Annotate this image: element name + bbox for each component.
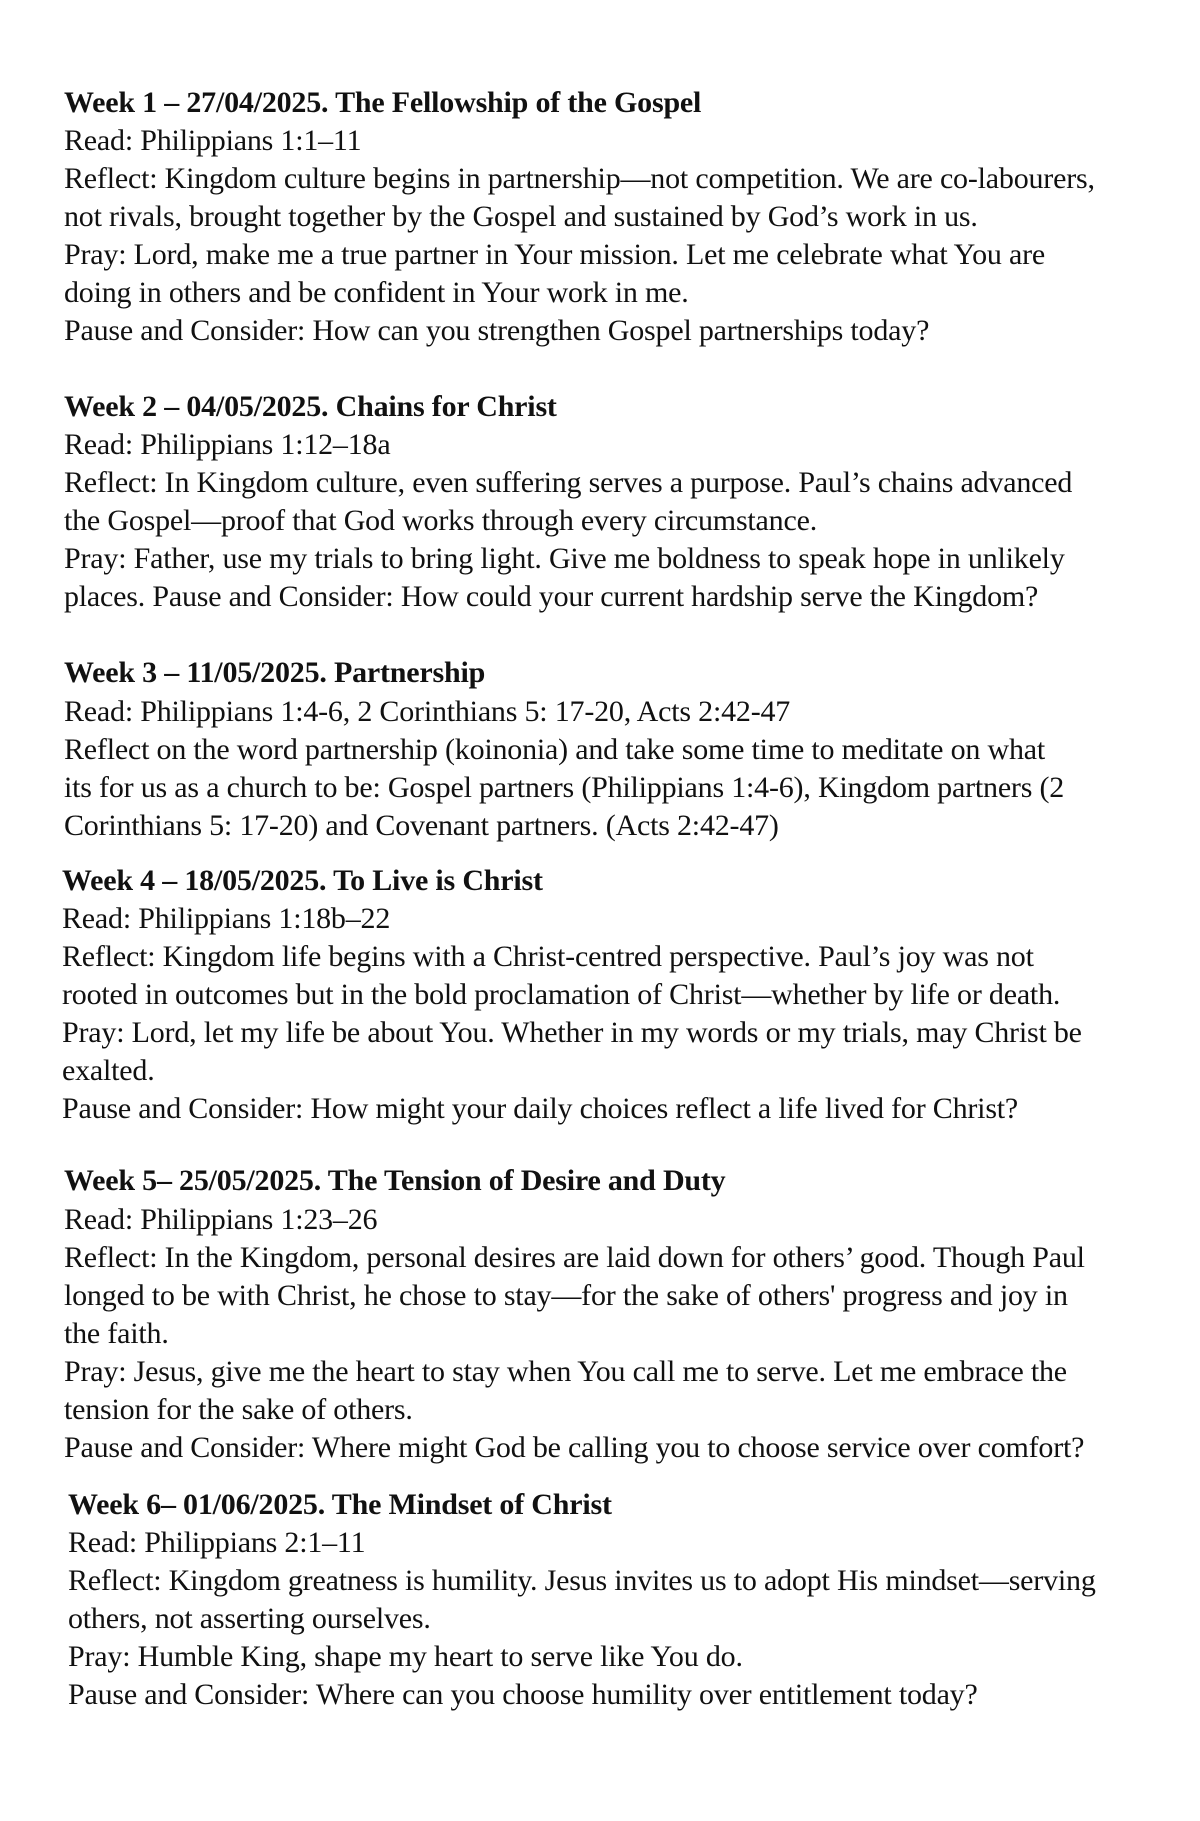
reflect-line: Reflect: Kingdom greatness is humility. Jesus invites us to adopt His mindset—serving <box>68 1564 1096 1597</box>
week-heading: Week 3 – 11/05/2025. Partnership <box>64 656 486 689</box>
read-line: Read: Philippians 1:4-6, 2 Corinthians 5: 17-20, Acts 2:42-47 <box>64 695 791 728</box>
week-3-section <box>64 654 1200 845</box>
week-5-section <box>64 1162 1200 1467</box>
consider-line: Pause and Consider: Where might God be calling you to choose service over comfort? <box>64 1431 1085 1464</box>
read-line: Read: Philippians 1:1–11 <box>64 124 362 157</box>
week-heading: Week 5– 25/05/2025. The Tension of Desire and Duty <box>64 1164 726 1197</box>
week-body <box>64 693 1200 845</box>
read-line: Read: Philippians 2:1–11 <box>68 1526 366 1559</box>
pray-line: places. Pause and Consider: How could your current hardship serve the Kingdom? <box>64 580 1039 613</box>
reflect-line: longed to be with Christ, he chose to stay—for the sake of others' progress and joy in <box>64 1279 1068 1312</box>
reflect-line: Reflect: In Kingdom culture, even suffering serves a purpose. Paul’s chains advanced <box>64 466 1073 499</box>
week-4-section <box>62 862 1200 1128</box>
reflect-line: Reflect: Kingdom culture begins in partnership—not competition. We are co-labourers, <box>64 162 1095 195</box>
week-heading: Week 4 – 18/05/2025. To Live is Christ <box>62 864 543 897</box>
week-body <box>68 1524 1200 1714</box>
read-line: Read: Philippians 1:23–26 <box>64 1203 378 1236</box>
pray-line: Pray: Jesus, give me the heart to stay when You call me to serve. Let me embrace the <box>64 1355 1067 1388</box>
consider-line: Pause and Consider: Where can you choose humility over entitlement today? <box>68 1678 978 1711</box>
pray-line: exalted. <box>62 1054 155 1087</box>
reflect-line: not rivals, brought together by the Gospel and sustained by God’s work in us. <box>64 200 978 233</box>
read-line: Read: Philippians 1:12–18a <box>64 428 391 461</box>
reflect-line: its for us as a church to be: Gospel partners (Philippians 1:4-6), Kingdom partners (2 <box>64 771 1065 804</box>
pray-line: Pray: Father, use my trials to bring light. Give me boldness to speak hope in unlikely <box>64 542 1065 575</box>
read-line: Read: Philippians 1:18b–22 <box>62 902 391 935</box>
consider-line: Pause and Consider: How might your daily choices reflect a life lived for Christ? <box>62 1092 1019 1125</box>
pray-line: Pray: Humble King, shape my heart to serve like You do. <box>68 1640 743 1673</box>
week-body <box>64 426 1200 616</box>
pray-line: Pray: Lord, make me a true partner in Your mission. Let me celebrate what You are <box>64 238 1046 271</box>
week-heading: Week 2 – 04/05/2025. Chains for Christ <box>64 390 557 423</box>
consider-line: Pause and Consider: How can you strengthen Gospel partnerships today? <box>64 314 930 347</box>
week-body <box>62 900 1200 1128</box>
week-body <box>64 122 1200 350</box>
reflect-line: Reflect on the word partnership (koinonia) and take some time to meditate on what <box>64 733 1046 766</box>
reflect-line: the Gospel—proof that God works through every circumstance. <box>64 504 817 537</box>
week-heading: Week 6– 01/06/2025. The Mindset of Christ <box>68 1488 612 1521</box>
week-1-section <box>64 84 1200 350</box>
pray-line: doing in others and be confident in Your work in me. <box>64 276 689 309</box>
reflect-line: Reflect: Kingdom life begins with a Christ-centred perspective. Paul’s joy was not <box>62 940 1034 973</box>
reflect-line: Reflect: In the Kingdom, personal desires are laid down for others’ good. Though Paul <box>64 1241 1085 1274</box>
reflect-line: the faith. <box>64 1317 169 1350</box>
pray-line: Pray: Lord, let my life be about You. Whether in my words or my trials, may Christ be <box>62 1016 1082 1049</box>
reflect-line: others, not asserting ourselves. <box>68 1602 431 1635</box>
week-2-section <box>64 388 1200 616</box>
week-heading: Week 1 – 27/04/2025. The Fellowship of the Gospel <box>64 86 702 119</box>
pray-line: tension for the sake of others. <box>64 1393 413 1426</box>
week-6-section <box>68 1486 1200 1714</box>
week-body <box>64 1201 1200 1467</box>
reflect-line: Corinthians 5: 17-20) and Covenant partners. (Acts 2:42-47) <box>64 809 779 842</box>
reflect-line: rooted in outcomes but in the bold proclamation of Christ—whether by life or death. <box>62 978 1061 1011</box>
